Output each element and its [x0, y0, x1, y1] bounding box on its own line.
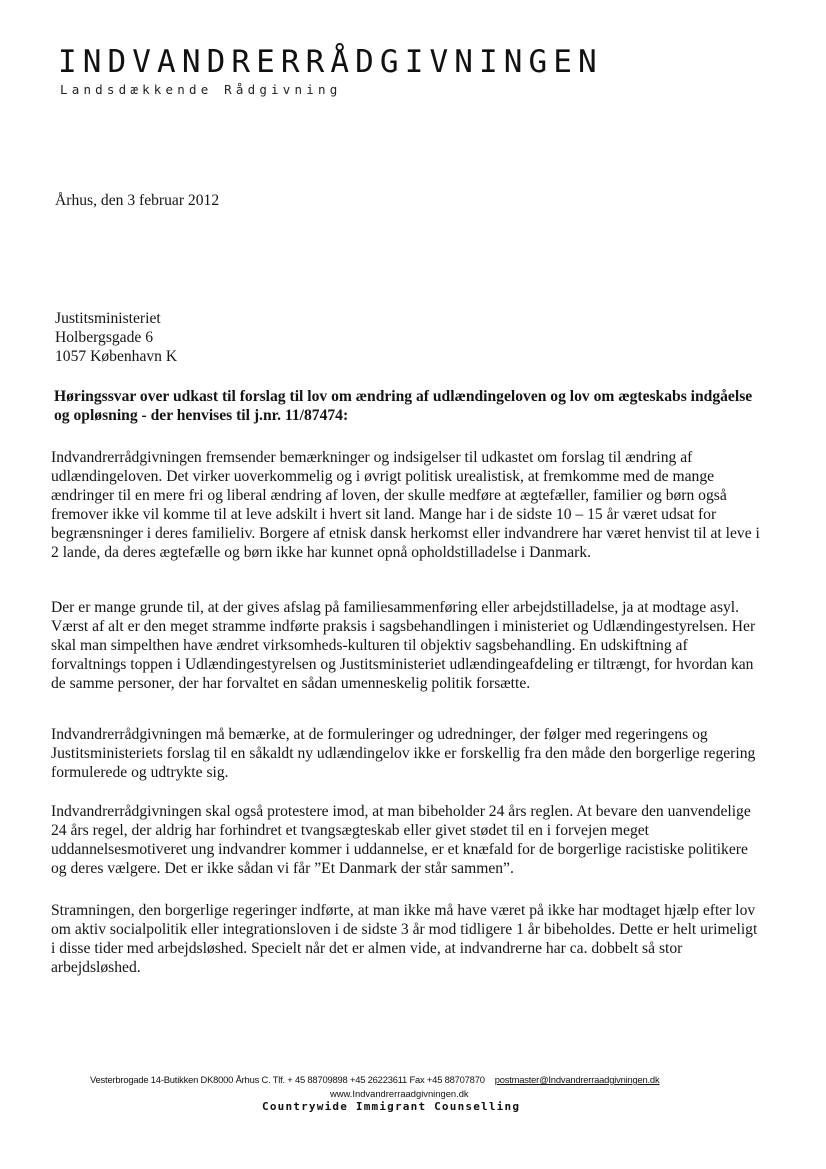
paragraph-2: Der er mange grunde til, at der gives afslag på familiesammenføring eller arbejdstilladelse, ja at modtage asyl. Værst af alt er den meget stramme indførte praksis i sagsbehandlingen i ministeriet og Udlændingestyrelsen. Her skal man simpelthen have ændret virksomheds-kulturen til objektiv sagsbehandling. En udskiftning af forvaltnings toppen i Udlændingestyrelsen og Justitsministeriet udlændingeafdeling er tiltrængt, for hvordan kan de samme personer, der har forvaltet en sådan umenneskelig politik forsætte.	[51, 599, 756, 692]
letterhead-brand: INDVANDRERRÅDGIVNINGEN	[58, 44, 603, 80]
letter-date: Århus, den 3 februar 2012	[55, 192, 220, 209]
footer-contact-line	[90, 1074, 730, 1085]
footer-website-link[interactable]: www.Indvandrerraadgivningen.dk	[330, 1088, 469, 1099]
recipient-address	[55, 309, 177, 366]
recipient-street: Holbergsgade 6	[55, 329, 154, 346]
paragraph-4: Indvandrerrådgivningen skal også protestere imod, at man bibeholder 24 års reglen. At bevare den uanvendelige 24 års regel, der aldrig har forhindret et tvangsægteskab eller givet stødet til en i forvejen meget uddannelsesmotiveret ung indvandrer kommer i uddannelse, er et knæfald for de borgerlige racistiske politikere og deres vælgere. Det er ikke sådan vi får ”Et Danmark der står sammen”.	[51, 803, 751, 877]
footer-address: Vesterbrogade 14-Butikken DK8000 Århus C. Tlf. + 45 88709898 +45 26223611 Fax +45 88707870	[90, 1074, 485, 1085]
recipient-city: 1057 København K	[55, 348, 178, 365]
subject-heading: Høringssvar over udkast til forslag til lov om ændring af udlændingeloven og lov om ægteskabs indgåelse og opløsning - der henvises til j.nr. 11/87474:	[54, 388, 753, 424]
paragraph-1: Indvandrerrådgivningen fremsender bemærkninger og indsigelser til udkastet om forslag til ændring af udlændingeloven. Det virker uoverkommelig og i øvrigt politisk urealistisk, at fremkomme med de mange ændringer til en mere fri og liberal ændring af loven, der skulle medføre at ægtefæller, familier og børn også fremover ikke vil komme til at leve adskilt i hvert sit land. Mange har i de sidste 10 – 15 år været udsat for begrænsninger i deres familieliv. Borgere af etnisk dansk herkomst eller indvandrere har været henvist til at leve i 2 lande, da deres ægtefælle og børn ikke har kunnet opnå opholdstilladelse i Danmark.	[51, 449, 760, 561]
paragraph-3: Indvandrerrådgivningen må bemærke, at de formuleringer og udredninger, der følger med regeringens og Justitsministeriets forslag til en såkaldt ny udlændingelov ikke er forskellig fra den måde den borgerlige regering formulerede og udtrykte sig.	[51, 726, 756, 781]
paragraph-5: Stramningen, den borgerlige regeringer indførte, at man ikke må have været på ikke har modtaget hjælp efter lov om aktiv socialpolitik eller integrationsloven i de sidste 3 år mod tidligere 1 år bibeholdes. Dette er helt urimeligt i disse tider med arbejdsløshed. Specielt når det er almen vide, at indvandrerne har ca. dobbelt så stor arbejdsløshed.	[51, 902, 758, 976]
footer-email-link[interactable]: postmaster@Indvandrerraadgivningen.dk	[494, 1074, 660, 1085]
letterhead-tagline: Landsdækkende Rådgivning	[60, 82, 342, 97]
footer-english-name: Countrywide Immigrant Counselling	[262, 1100, 521, 1113]
recipient-name: Justitsministeriet	[55, 310, 161, 327]
